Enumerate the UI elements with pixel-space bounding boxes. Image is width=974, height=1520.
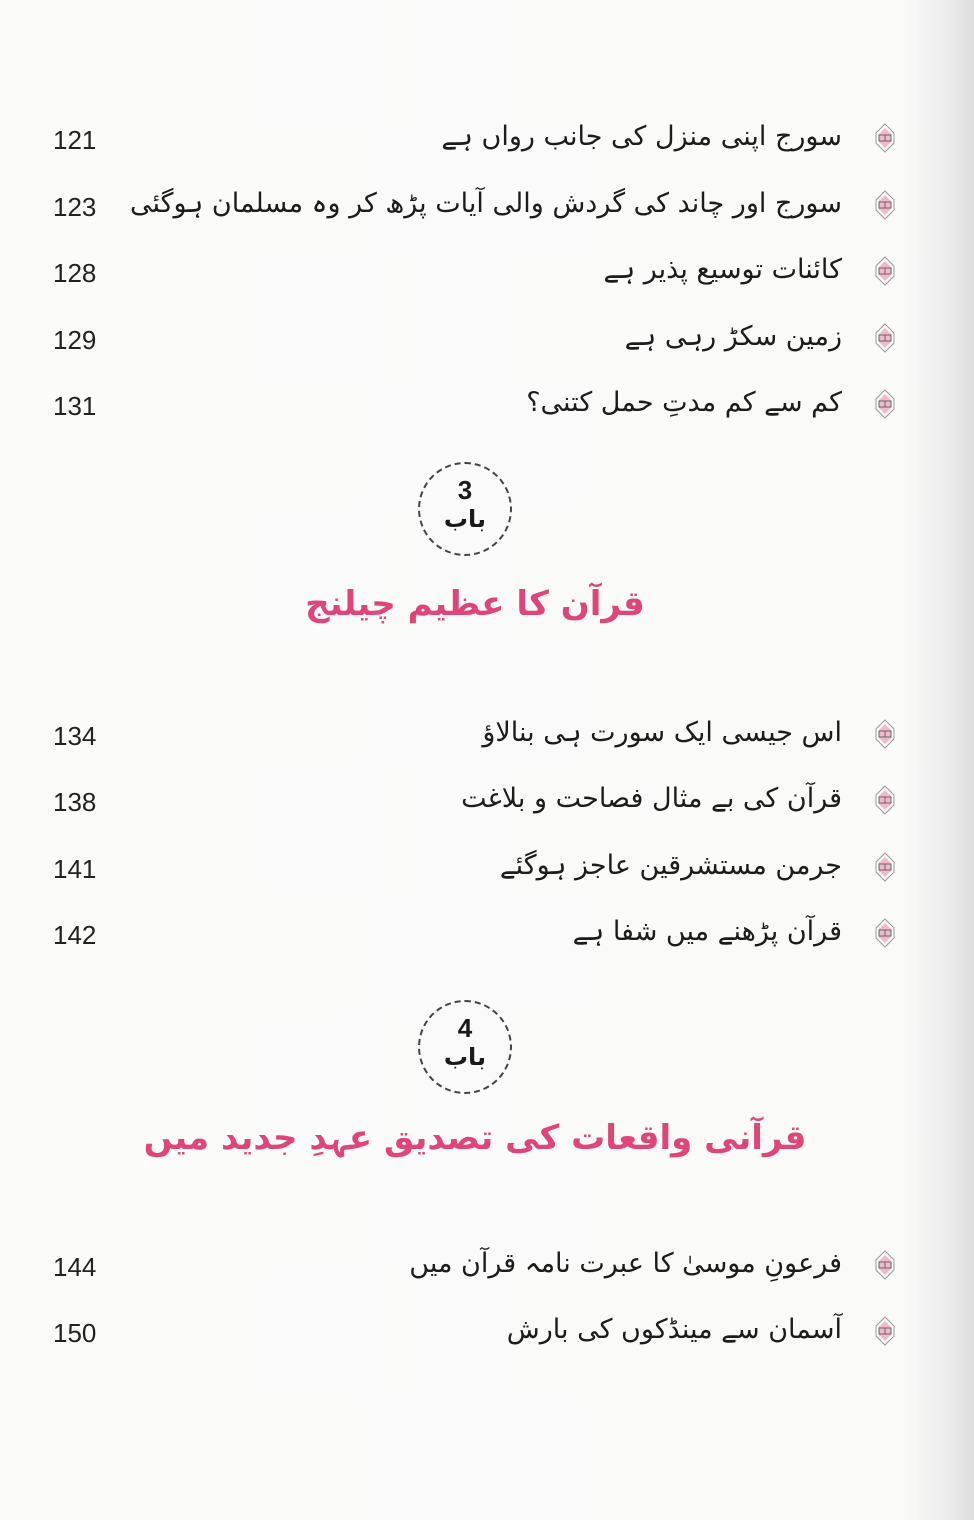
- page-number: 123: [53, 192, 97, 222]
- toc-entry[interactable]: [0, 113, 974, 169]
- page-number: 121: [53, 125, 97, 155]
- entry-title: آسمان سے مینڈکوں کی بارش: [506, 1314, 842, 1345]
- chapter-label: باب: [443, 1043, 487, 1071]
- ornament-bullet-icon: [874, 719, 896, 749]
- toc-entry[interactable]: [0, 246, 974, 302]
- page-number: 138: [53, 787, 97, 817]
- entry-title: قرآن پڑھنے میں شفا ہے: [572, 916, 842, 947]
- toc-entry[interactable]: [0, 842, 974, 898]
- toc-entry[interactable]: [0, 1240, 974, 1296]
- ornament-bullet-icon: [874, 389, 896, 419]
- entry-title: سورج اپنی منزل کی جانب رواں ہے: [441, 121, 842, 152]
- chapter-4-badge: [418, 1000, 512, 1094]
- page-number: 141: [53, 854, 97, 884]
- toc-entry[interactable]: [0, 1306, 974, 1362]
- ornament-bullet-icon: [874, 256, 896, 286]
- page-number: 134: [53, 721, 97, 751]
- entry-title: اس جیسی ایک سورت ہی بنالاؤ: [482, 717, 842, 748]
- page-number: 128: [53, 258, 97, 288]
- chapter-3-badge: [418, 462, 512, 556]
- toc-entry[interactable]: [0, 313, 974, 369]
- page-number: 144: [53, 1252, 97, 1282]
- entry-title: قرآن کی بے مثال فصاحت و بلاغت: [461, 783, 842, 814]
- chapter-label: باب: [443, 505, 487, 533]
- chapter-number: 3: [457, 475, 473, 505]
- toc-entry[interactable]: [0, 379, 974, 435]
- toc-entry[interactable]: [0, 709, 974, 765]
- ornament-bullet-icon: [874, 918, 896, 948]
- entry-title: زمین سکڑ رہی ہے: [624, 321, 842, 352]
- entry-title: کائنات توسیع پذیر ہے: [603, 254, 842, 285]
- chapter-3-title: قرآن کا عظیم چیلنج: [305, 584, 645, 624]
- page-number: 129: [53, 325, 97, 355]
- chapter-number: 4: [457, 1013, 473, 1043]
- ornament-bullet-icon: [874, 852, 896, 882]
- toc-entry[interactable]: [0, 775, 974, 831]
- entry-title: کم سے کم مدتِ حمل کتنی؟: [526, 387, 842, 418]
- ornament-bullet-icon: [874, 323, 896, 353]
- chapter-4-title: قرآنی واقعات کی تصدیق عہدِ جدید میں: [143, 1118, 807, 1158]
- entry-title: فرعونِ موسیٰ کا عبرت نامہ قرآن میں: [409, 1248, 842, 1279]
- entry-title: سورج اور چاند کی گردش والی آیات پڑھ کر وہ مسلمان ہوگئی: [130, 188, 842, 219]
- page-number: 150: [53, 1318, 97, 1348]
- entry-title: جرمن مستشرقین عاجز ہوگئے: [499, 850, 842, 881]
- page-number: 131: [53, 391, 97, 421]
- toc-entry[interactable]: [0, 908, 974, 964]
- ornament-bullet-icon: [874, 785, 896, 815]
- ornament-bullet-icon: [874, 1250, 896, 1280]
- page-number: 142: [53, 920, 97, 950]
- ornament-bullet-icon: [874, 190, 896, 220]
- ornament-bullet-icon: [874, 1316, 896, 1346]
- toc-entry[interactable]: [0, 180, 974, 236]
- ornament-bullet-icon: [874, 123, 896, 153]
